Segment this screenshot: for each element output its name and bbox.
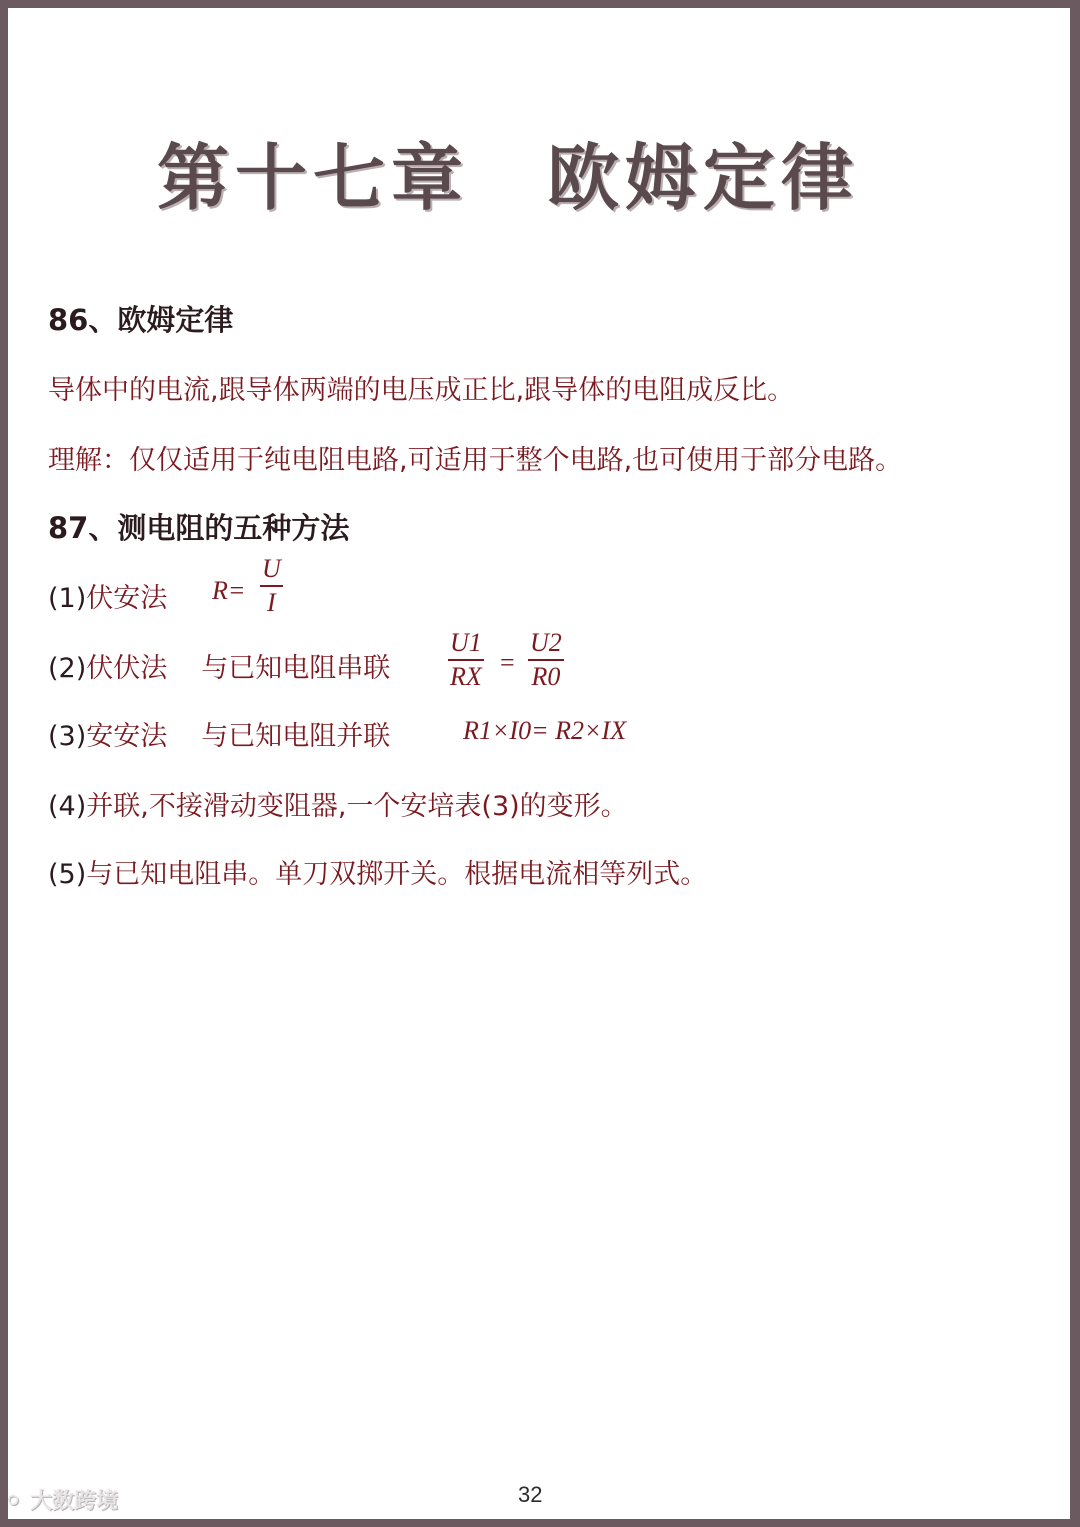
document-page bbox=[8, 8, 1070, 1519]
fraction-u-over-i bbox=[260, 554, 283, 618]
method-text: 并联,不接滑动变阻器,一个安培表(3)的变形。 bbox=[86, 791, 628, 822]
equals-sign: = bbox=[500, 648, 515, 677]
method-number: (4) bbox=[48, 791, 87, 822]
method-name: 安安法 bbox=[86, 721, 168, 752]
section-heading-86: 86、欧姆定律 bbox=[48, 303, 234, 337]
method-number: (3) bbox=[48, 721, 87, 752]
method-number: (1) bbox=[48, 583, 87, 614]
method-name: 伏伏法 bbox=[86, 653, 168, 684]
fraction-denominator: RX bbox=[450, 662, 482, 691]
method-number: (5) bbox=[48, 859, 87, 890]
method-name: 伏安法 bbox=[86, 583, 168, 614]
method-2 bbox=[48, 646, 390, 685]
method-text: 与已知电阻串。单刀双掷开关。根据电流相等列式。 bbox=[86, 859, 708, 890]
method-description: 与已知电阻并联 bbox=[201, 721, 391, 752]
method-4 bbox=[48, 784, 628, 823]
watermark bbox=[4, 1484, 118, 1515]
ohms-law-definition: 导体中的电流,跟导体两端的电压成正比,跟导体的电阻成反比。 bbox=[48, 375, 795, 406]
fraction-numerator: U bbox=[260, 554, 283, 587]
fraction-denominator: R0 bbox=[531, 662, 561, 691]
method-3 bbox=[48, 714, 390, 753]
method-number: (2) bbox=[48, 653, 87, 684]
fraction-u1-over-rx bbox=[448, 628, 484, 692]
watermark-logo-icon: ⚪ bbox=[4, 1489, 23, 1514]
method-5 bbox=[48, 852, 707, 891]
fraction-numerator: U1 bbox=[448, 628, 484, 661]
chapter-title: 第十七章 欧姆定律 bbox=[156, 136, 859, 220]
formula-ammeter-ammeter: R1×I0= R2×IX bbox=[463, 716, 627, 745]
fraction-u2-over-r0 bbox=[528, 628, 564, 692]
section-heading-87: 87、测电阻的五种方法 bbox=[48, 511, 350, 545]
formula-voltammetry bbox=[212, 576, 245, 606]
formula-lhs: R= bbox=[212, 576, 246, 605]
watermark-text: 大数跨境 bbox=[30, 1489, 119, 1514]
page-number: 32 bbox=[518, 1482, 543, 1507]
ohms-law-understanding: 理解：仅仅适用于纯电阻电路,可适用于整个电路,也可使用于部分电路。 bbox=[48, 445, 903, 476]
fraction-denominator: I bbox=[267, 588, 276, 617]
fraction-numerator: U2 bbox=[528, 628, 564, 661]
method-1 bbox=[48, 576, 167, 615]
method-description: 与已知电阻串联 bbox=[201, 653, 391, 684]
